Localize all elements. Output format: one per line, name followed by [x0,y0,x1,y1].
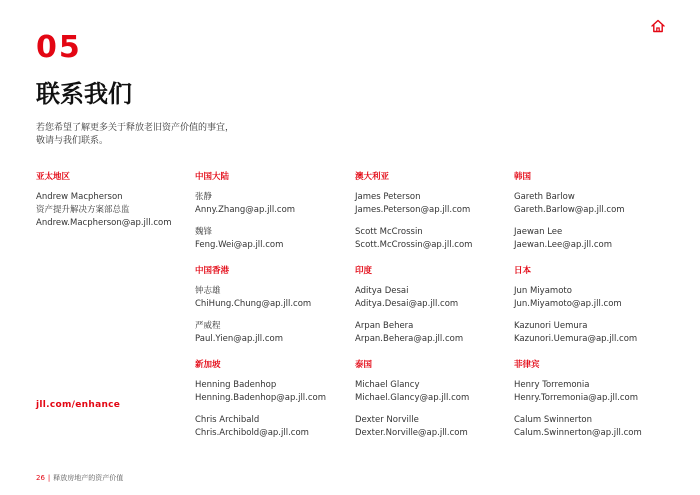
region-group [514,172,669,252]
region-heading: 亚太地区 [36,172,71,182]
contact-email[interactable]: Arpan.Behera@ap.jll.com [355,334,464,344]
contact-column [36,172,191,244]
region-heading: 菲律宾 [514,360,540,370]
region-group [355,266,510,346]
region-group [514,360,669,440]
contact-entry [514,379,669,405]
contact-email[interactable]: Henry.Torremonia@ap.jll.com [514,393,639,403]
contact-email[interactable]: Scott.McCrossin@ap.jll.com [355,240,473,250]
contact-entry [195,414,350,440]
region-group [514,266,669,346]
contact-entry [195,191,350,217]
contact-name: Aditya Desai [355,286,409,296]
contact-email[interactable]: Kazunori.Uemura@ap.jll.com [514,334,638,344]
region-group [195,266,350,346]
contact-entry [514,320,669,346]
contact-name: Jaewan Lee [514,227,563,237]
region-group [36,172,191,230]
contact-name: Henry Torremonia [514,380,590,390]
contact-name: 钟志雄 [195,286,221,296]
contact-name: Calum Swinnerton [514,415,593,425]
region-heading: 泰国 [355,360,373,370]
contact-entry [355,379,510,405]
contact-email[interactable]: Andrew.Macpherson@ap.jll.com [36,218,172,228]
contact-email[interactable]: Chris.Archibold@ap.jll.com [195,428,309,438]
contact-name: James Peterson [355,192,421,202]
contact-entry [195,379,350,405]
contact-email[interactable]: Jun.Miyamoto@ap.jll.com [514,299,622,309]
contact-entry [355,285,510,311]
region-group [355,172,510,252]
contact-entry [355,191,510,217]
contact-email[interactable]: Gareth.Barlow@ap.jll.com [514,205,625,215]
website-link[interactable]: jll.com/enhance [36,400,121,410]
intro-line: 若您希望了解更多关于释放老旧资产价值的事宜， [36,123,235,133]
footer-doc-title: 释放房地产的资产价值 [53,474,124,482]
contact-email[interactable]: Aditya.Desai@ap.jll.com [355,299,459,309]
contact-name: Kazunori Uemura [514,321,588,331]
contact-entry [514,226,669,252]
intro-line: 敬请与我们联系。 [36,136,109,146]
contact-email[interactable]: Jaewan.Lee@ap.jll.com [514,240,612,250]
home-icon[interactable] [650,18,666,34]
region-group [195,360,350,440]
contact-entry [514,191,669,217]
contact-email[interactable]: ChiHung.Chung@ap.jll.com [195,299,312,309]
contact-email[interactable]: Feng.Wei@ap.jll.com [195,240,284,250]
contact-entry [355,226,510,252]
region-heading: 韩国 [514,172,532,182]
page-title: 联系我们 [36,80,132,108]
page-number: 26 [36,474,45,482]
footer [36,473,123,483]
contact-name: 严威程 [195,321,221,331]
contact-entry [514,414,669,440]
region-group [195,172,350,252]
contact-column [514,172,669,454]
contact-name: Andrew Macpherson [36,192,123,202]
contact-name: Dexter Norville [355,415,419,425]
contact-entry [36,191,191,230]
region-group [355,360,510,440]
region-heading: 日本 [514,266,532,276]
contact-email[interactable]: Paul.Yien@ap.jll.com [195,334,284,344]
contact-column [195,172,350,454]
contact-email[interactable]: Anny.Zhang@ap.jll.com [195,205,296,215]
region-heading: 中国香港 [195,266,230,276]
region-heading: 中国大陆 [195,172,230,182]
contact-name: 魏锋 [195,227,213,237]
region-heading: 新加坡 [195,360,221,370]
contact-name: Michael Glancy [355,380,420,390]
contact-name: Scott McCrossin [355,227,423,237]
contact-email[interactable]: Calum.Swinnerton@ap.jll.com [514,428,642,438]
contact-role: 资产提升解决方案部总监 [36,205,130,215]
contact-email[interactable]: James.Peterson@ap.jll.com [355,205,471,215]
contact-entry [195,226,350,252]
contact-email[interactable]: Henning.Badenhop@ap.jll.com [195,393,327,403]
contact-name: Chris Archibald [195,415,260,425]
contact-entry [195,320,350,346]
contact-entry [195,285,350,311]
footer-separator: | [47,474,51,482]
contact-entry [355,320,510,346]
region-heading: 澳大利亚 [355,172,390,182]
region-heading: 印度 [355,266,373,276]
contact-name: Arpan Behera [355,321,414,331]
contact-column [355,172,510,454]
contact-name: Henning Badenhop [195,380,277,390]
contact-entry [355,414,510,440]
contact-name: 张静 [195,192,213,202]
contact-name: Gareth Barlow [514,192,575,202]
section-number: 05 [36,30,82,65]
contact-email[interactable]: Michael.Glancy@ap.jll.com [355,393,470,403]
intro-text [36,122,234,148]
contact-entry [514,285,669,311]
contact-email[interactable]: Dexter.Norville@ap.jll.com [355,428,468,438]
contact-name: Jun Miyamoto [514,286,572,296]
